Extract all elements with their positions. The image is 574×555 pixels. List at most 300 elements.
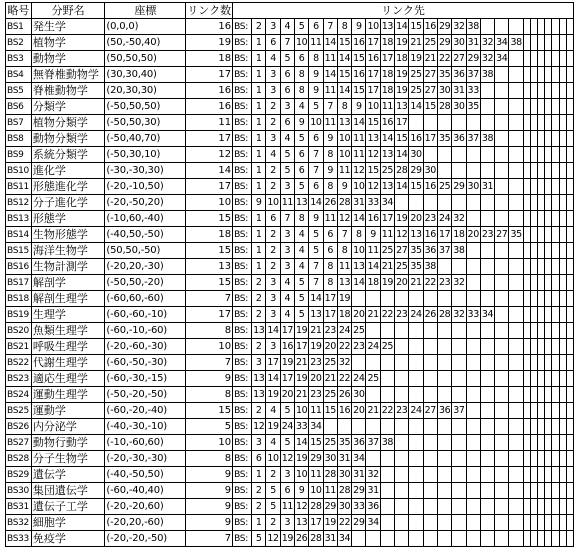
cell-link: 23 — [323, 323, 337, 339]
cell-link — [530, 211, 537, 227]
cell-link — [495, 243, 509, 259]
cell-field: 代謝生理学 — [31, 355, 105, 371]
cell-link: 27 — [452, 51, 466, 67]
cell-link: 26 — [323, 195, 337, 211]
cell-link: 26 — [423, 307, 437, 323]
cell-link: 12 — [366, 147, 380, 163]
cell-count: 11 — [186, 115, 233, 131]
table-body — [6, 19, 574, 547]
cell-link — [380, 419, 394, 435]
cell-link: 33 — [366, 195, 380, 211]
cell-link — [559, 467, 566, 483]
cell-field: 形態学 — [31, 211, 105, 227]
cell-coord: (-20,-20,-50) — [105, 531, 186, 547]
cell-count: 9 — [186, 499, 233, 515]
cell-link — [559, 499, 566, 515]
cell-link: 8 — [337, 99, 351, 115]
cell-link: 19 — [294, 323, 308, 339]
cell-link: 33 — [352, 499, 366, 515]
cell-link — [545, 211, 552, 227]
cell-link-prefix: BS: — [233, 227, 252, 243]
cell-link — [530, 387, 537, 403]
cell-link: 37 — [437, 243, 451, 259]
cell-field: 遺伝学 — [31, 467, 105, 483]
cell-link — [466, 243, 480, 259]
cell-link — [409, 291, 423, 307]
cell-link: 38 — [452, 243, 466, 259]
cell-link-prefix: BS: — [233, 131, 252, 147]
cell-link — [466, 467, 480, 483]
cell-link — [409, 515, 423, 531]
cell-link — [495, 307, 509, 323]
cell-link — [552, 19, 559, 35]
table-row — [6, 195, 574, 211]
cell-link: 25 — [437, 179, 451, 195]
cell-link: 12 — [395, 227, 409, 243]
cell-abbr: BS16 — [6, 259, 32, 275]
cell-link: 9 — [294, 483, 308, 499]
cell-link: 15 — [409, 19, 423, 35]
cell-link: 2 — [266, 163, 280, 179]
cell-field: 解剖生理学 — [31, 291, 105, 307]
cell-link — [538, 531, 545, 547]
cell-link — [559, 355, 566, 371]
cell-link — [509, 99, 523, 115]
cell-link: 4 — [280, 291, 294, 307]
cell-link — [495, 499, 509, 515]
cell-link — [545, 339, 552, 355]
cell-field: 生物計測学 — [31, 259, 105, 275]
cell-link — [480, 275, 494, 291]
cell-count: 8 — [186, 387, 233, 403]
cell-link — [530, 307, 537, 323]
cell-link — [423, 323, 437, 339]
cell-count: 8 — [186, 451, 233, 467]
cell-link — [480, 355, 494, 371]
cell-link: 6 — [280, 115, 294, 131]
cell-link — [495, 291, 509, 307]
cell-link — [423, 419, 437, 435]
cell-link — [566, 195, 573, 211]
cell-link — [395, 323, 409, 339]
cell-link: 31 — [480, 179, 494, 195]
cell-link — [495, 515, 509, 531]
cell-link: 13 — [395, 99, 409, 115]
cell-link: 21 — [423, 51, 437, 67]
cell-link — [530, 515, 537, 531]
cell-link: 10 — [352, 179, 366, 195]
cell-link: 3 — [266, 307, 280, 323]
cell-link — [559, 99, 566, 115]
cell-coord: (-10,-60,60) — [105, 435, 186, 451]
table-row — [6, 67, 574, 83]
table-row — [6, 227, 574, 243]
cell-coord: (-30,-30,30) — [105, 163, 186, 179]
cell-link — [495, 355, 509, 371]
cell-count: 17 — [186, 131, 233, 147]
cell-link — [452, 259, 466, 275]
cell-link — [395, 339, 409, 355]
cell-count: 13 — [186, 259, 233, 275]
cell-link — [509, 259, 523, 275]
cell-abbr: BS7 — [6, 115, 32, 131]
cell-link — [566, 67, 573, 83]
cell-link: 14 — [395, 179, 409, 195]
cell-link: 21 — [323, 371, 337, 387]
cell-link: 14 — [352, 211, 366, 227]
cell-link — [495, 435, 509, 451]
cell-link — [545, 419, 552, 435]
cell-link — [509, 163, 523, 179]
cell-abbr: BS4 — [6, 67, 32, 83]
cell-link: 19 — [280, 531, 294, 547]
cell-link — [559, 163, 566, 179]
cell-link — [509, 339, 523, 355]
cell-link: 8 — [352, 227, 366, 243]
table-row — [6, 387, 574, 403]
cell-link: 35 — [509, 227, 523, 243]
cell-link — [423, 339, 437, 355]
cell-link — [566, 99, 573, 115]
cell-field: 動物分類学 — [31, 131, 105, 147]
cell-abbr: BS13 — [6, 211, 32, 227]
cell-link: 20 — [323, 339, 337, 355]
cell-link: 8 — [323, 275, 337, 291]
cell-link: 3 — [280, 243, 294, 259]
cell-link: 21 — [309, 323, 323, 339]
cell-link: 22 — [380, 307, 394, 323]
cell-link — [509, 211, 523, 227]
cell-coord: (-50,40,70) — [105, 131, 186, 147]
cell-link: 7 — [280, 211, 294, 227]
cell-link: 11 — [380, 99, 394, 115]
cell-link: 27 — [423, 403, 437, 419]
cell-link — [545, 323, 552, 339]
cell-link: 7 — [323, 19, 337, 35]
cell-link — [523, 83, 530, 99]
cell-link-prefix: BS: — [233, 115, 252, 131]
cell-link: 1 — [252, 51, 266, 67]
cell-link — [566, 259, 573, 275]
cell-link — [523, 531, 530, 547]
cell-link: 3 — [266, 83, 280, 99]
cell-link — [545, 227, 552, 243]
cell-link: 23 — [309, 387, 323, 403]
cell-link — [380, 371, 394, 387]
cell-field: 分子進化学 — [31, 195, 105, 211]
cell-link-prefix: BS: — [233, 307, 252, 323]
cell-link — [466, 515, 480, 531]
cell-link: 2 — [252, 499, 266, 515]
cell-link: 19 — [337, 291, 351, 307]
cell-coord: (-20,-30,-30) — [105, 451, 186, 467]
cell-link — [466, 451, 480, 467]
cell-link: 32 — [452, 307, 466, 323]
header-row — [6, 3, 574, 19]
cell-link — [495, 211, 509, 227]
cell-abbr: BS24 — [6, 387, 32, 403]
cell-count: 17 — [186, 67, 233, 83]
cell-link — [495, 403, 509, 419]
cell-link: 6 — [309, 131, 323, 147]
cell-link: 11 — [323, 115, 337, 131]
cell-link: 3 — [280, 99, 294, 115]
cell-link: 1 — [252, 227, 266, 243]
cell-link: 14 — [395, 147, 409, 163]
table-row — [6, 83, 574, 99]
cell-field: 動物行動学 — [31, 435, 105, 451]
cell-link: 34 — [366, 515, 380, 531]
cell-link: 16 — [337, 403, 351, 419]
cell-link: 15 — [337, 35, 351, 51]
table-row — [6, 147, 574, 163]
cell-link — [409, 419, 423, 435]
cell-link — [545, 483, 552, 499]
cell-link — [480, 515, 494, 531]
cell-link — [437, 371, 451, 387]
cell-field: 運動生理学 — [31, 387, 105, 403]
cell-link — [523, 243, 530, 259]
cell-link: 32 — [452, 19, 466, 35]
header-count: リンク数 — [187, 3, 232, 17]
cell-link: 7 — [309, 147, 323, 163]
cell-link: 19 — [309, 339, 323, 355]
table-row — [6, 371, 574, 387]
cell-link — [559, 179, 566, 195]
cell-link: 14 — [352, 115, 366, 131]
cell-link — [523, 419, 530, 435]
cell-field: 脊椎動物学 — [31, 83, 105, 99]
cell-link: 17 — [380, 211, 394, 227]
cell-link — [495, 451, 509, 467]
cell-link: 37 — [366, 435, 380, 451]
cell-link — [495, 371, 509, 387]
cell-field: 形態進化学 — [31, 179, 105, 195]
cell-link — [452, 323, 466, 339]
cell-link: 10 — [294, 35, 308, 51]
cell-link — [409, 499, 423, 515]
cell-link — [552, 163, 559, 179]
cell-link: 2 — [266, 515, 280, 531]
cell-link — [523, 115, 530, 131]
cell-link: 2 — [252, 403, 266, 419]
cell-link — [538, 371, 545, 387]
cell-link: 35 — [409, 243, 423, 259]
cell-link — [437, 147, 451, 163]
cell-abbr: BS9 — [6, 147, 32, 163]
cell-link — [509, 291, 523, 307]
cell-link — [530, 483, 537, 499]
cell-count: 16 — [186, 19, 233, 35]
cell-field: 分子生物学 — [31, 451, 105, 467]
cell-link: 5 — [280, 51, 294, 67]
cell-link-prefix: BS: — [233, 515, 252, 531]
cell-link: 13 — [380, 179, 394, 195]
cell-link: 18 — [380, 35, 394, 51]
cell-link: 15 — [409, 179, 423, 195]
cell-link: 6 — [252, 451, 266, 467]
cell-link — [538, 51, 545, 67]
cell-link — [566, 19, 573, 35]
cell-link: 1 — [252, 467, 266, 483]
cell-link — [437, 483, 451, 499]
cell-link — [530, 355, 537, 371]
cell-link: 17 — [280, 371, 294, 387]
cell-coord: (-60,-10,-60) — [105, 323, 186, 339]
cell-link — [437, 435, 451, 451]
cell-abbr: BS18 — [6, 291, 32, 307]
cell-link: 3 — [280, 179, 294, 195]
cell-link: 19 — [294, 371, 308, 387]
cell-link: 4 — [280, 19, 294, 35]
cell-count: 5 — [186, 419, 233, 435]
cell-link — [545, 467, 552, 483]
cell-link — [566, 435, 573, 451]
cell-link — [552, 147, 559, 163]
cell-link — [530, 35, 537, 51]
cell-link — [366, 387, 380, 403]
cell-link: 11 — [280, 195, 294, 211]
cell-link: 20 — [309, 371, 323, 387]
cell-field: 系統分類学 — [31, 147, 105, 163]
cell-link — [509, 403, 523, 419]
cell-link: 34 — [352, 451, 366, 467]
cell-abbr: BS23 — [6, 371, 32, 387]
cell-count: 8 — [186, 323, 233, 339]
cell-link: 6 — [294, 147, 308, 163]
cell-link — [509, 499, 523, 515]
cell-link: 6 — [266, 35, 280, 51]
cell-link — [480, 371, 494, 387]
table-row — [6, 531, 574, 547]
cell-link — [466, 163, 480, 179]
cell-link: 24 — [366, 339, 380, 355]
cell-link: 1 — [252, 147, 266, 163]
cell-link — [538, 195, 545, 211]
cell-link — [530, 179, 537, 195]
cell-count: 17 — [186, 307, 233, 323]
cell-link: 3 — [266, 67, 280, 83]
header-abbr: 略号 — [7, 3, 30, 17]
cell-count: 7 — [186, 531, 233, 547]
cell-link — [352, 419, 366, 435]
cell-link — [423, 355, 437, 371]
cell-link: 5 — [309, 99, 323, 115]
cell-link: 13 — [294, 195, 308, 211]
cell-link — [395, 483, 409, 499]
cell-link — [523, 51, 530, 67]
cell-link — [466, 291, 480, 307]
cell-link — [545, 291, 552, 307]
cell-link: 24 — [409, 403, 423, 419]
cell-link — [530, 371, 537, 387]
cell-link — [366, 419, 380, 435]
cell-link: 11 — [323, 51, 337, 67]
cell-link — [366, 531, 380, 547]
cell-link: 17 — [380, 51, 394, 67]
cell-link: 1 — [252, 131, 266, 147]
cell-link — [466, 259, 480, 275]
cell-link — [452, 387, 466, 403]
cell-link: 19 — [380, 275, 394, 291]
cell-link — [566, 147, 573, 163]
cell-link-prefix: BS: — [233, 387, 252, 403]
cell-link-prefix: BS: — [233, 147, 252, 163]
cell-link — [538, 275, 545, 291]
cell-link: 2 — [266, 115, 280, 131]
cell-field: 遺伝子工学 — [31, 499, 105, 515]
cell-link — [545, 19, 552, 35]
cell-link: 36 — [366, 499, 380, 515]
cell-link: 10 — [266, 451, 280, 467]
cell-link-prefix: BS: — [233, 35, 252, 51]
cell-link — [480, 259, 494, 275]
cell-link — [380, 515, 394, 531]
cell-link: 5 — [294, 179, 308, 195]
cell-link: 9 — [352, 19, 366, 35]
cell-link — [380, 467, 394, 483]
cell-link — [509, 131, 523, 147]
cell-link: 27 — [395, 243, 409, 259]
cell-link — [566, 179, 573, 195]
cell-link-prefix: BS: — [233, 195, 252, 211]
cell-link: 17 — [294, 339, 308, 355]
cell-coord: (-40,-30,-10) — [105, 419, 186, 435]
cell-link: 5 — [294, 291, 308, 307]
cell-link: 31 — [366, 483, 380, 499]
cell-link — [530, 451, 537, 467]
cell-link: 14 — [323, 35, 337, 51]
cell-link — [530, 147, 537, 163]
cell-link: 28 — [337, 483, 351, 499]
cell-link — [466, 355, 480, 371]
cell-link: 6 — [323, 227, 337, 243]
cell-link — [395, 387, 409, 403]
cell-link — [395, 451, 409, 467]
cell-link — [559, 115, 566, 131]
cell-link: 5 — [309, 227, 323, 243]
cell-link — [552, 323, 559, 339]
cell-link — [566, 35, 573, 51]
cell-link — [466, 531, 480, 547]
cell-link: 8 — [294, 211, 308, 227]
cell-link: 20 — [280, 387, 294, 403]
cell-link: 9 — [309, 83, 323, 99]
cell-abbr: BS19 — [6, 307, 32, 323]
cell-link: 24 — [337, 323, 351, 339]
cell-link — [395, 499, 409, 515]
cell-count: 16 — [186, 99, 233, 115]
cell-abbr: BS10 — [6, 163, 32, 179]
cell-link: 11 — [352, 147, 366, 163]
cell-link — [523, 275, 530, 291]
cell-link — [538, 419, 545, 435]
cell-link — [566, 339, 573, 355]
cell-link: 12 — [366, 179, 380, 195]
cell-link — [523, 451, 530, 467]
cell-count: 9 — [186, 371, 233, 387]
cell-link — [495, 323, 509, 339]
cell-link: 14 — [352, 275, 366, 291]
cell-link — [530, 67, 537, 83]
cell-link: 1 — [252, 67, 266, 83]
cell-abbr: BS11 — [6, 179, 32, 195]
cell-link — [559, 515, 566, 531]
cell-link — [530, 243, 537, 259]
cell-link: 12 — [252, 419, 266, 435]
cell-link: 13 — [380, 19, 394, 35]
cell-link-prefix: BS: — [233, 83, 252, 99]
